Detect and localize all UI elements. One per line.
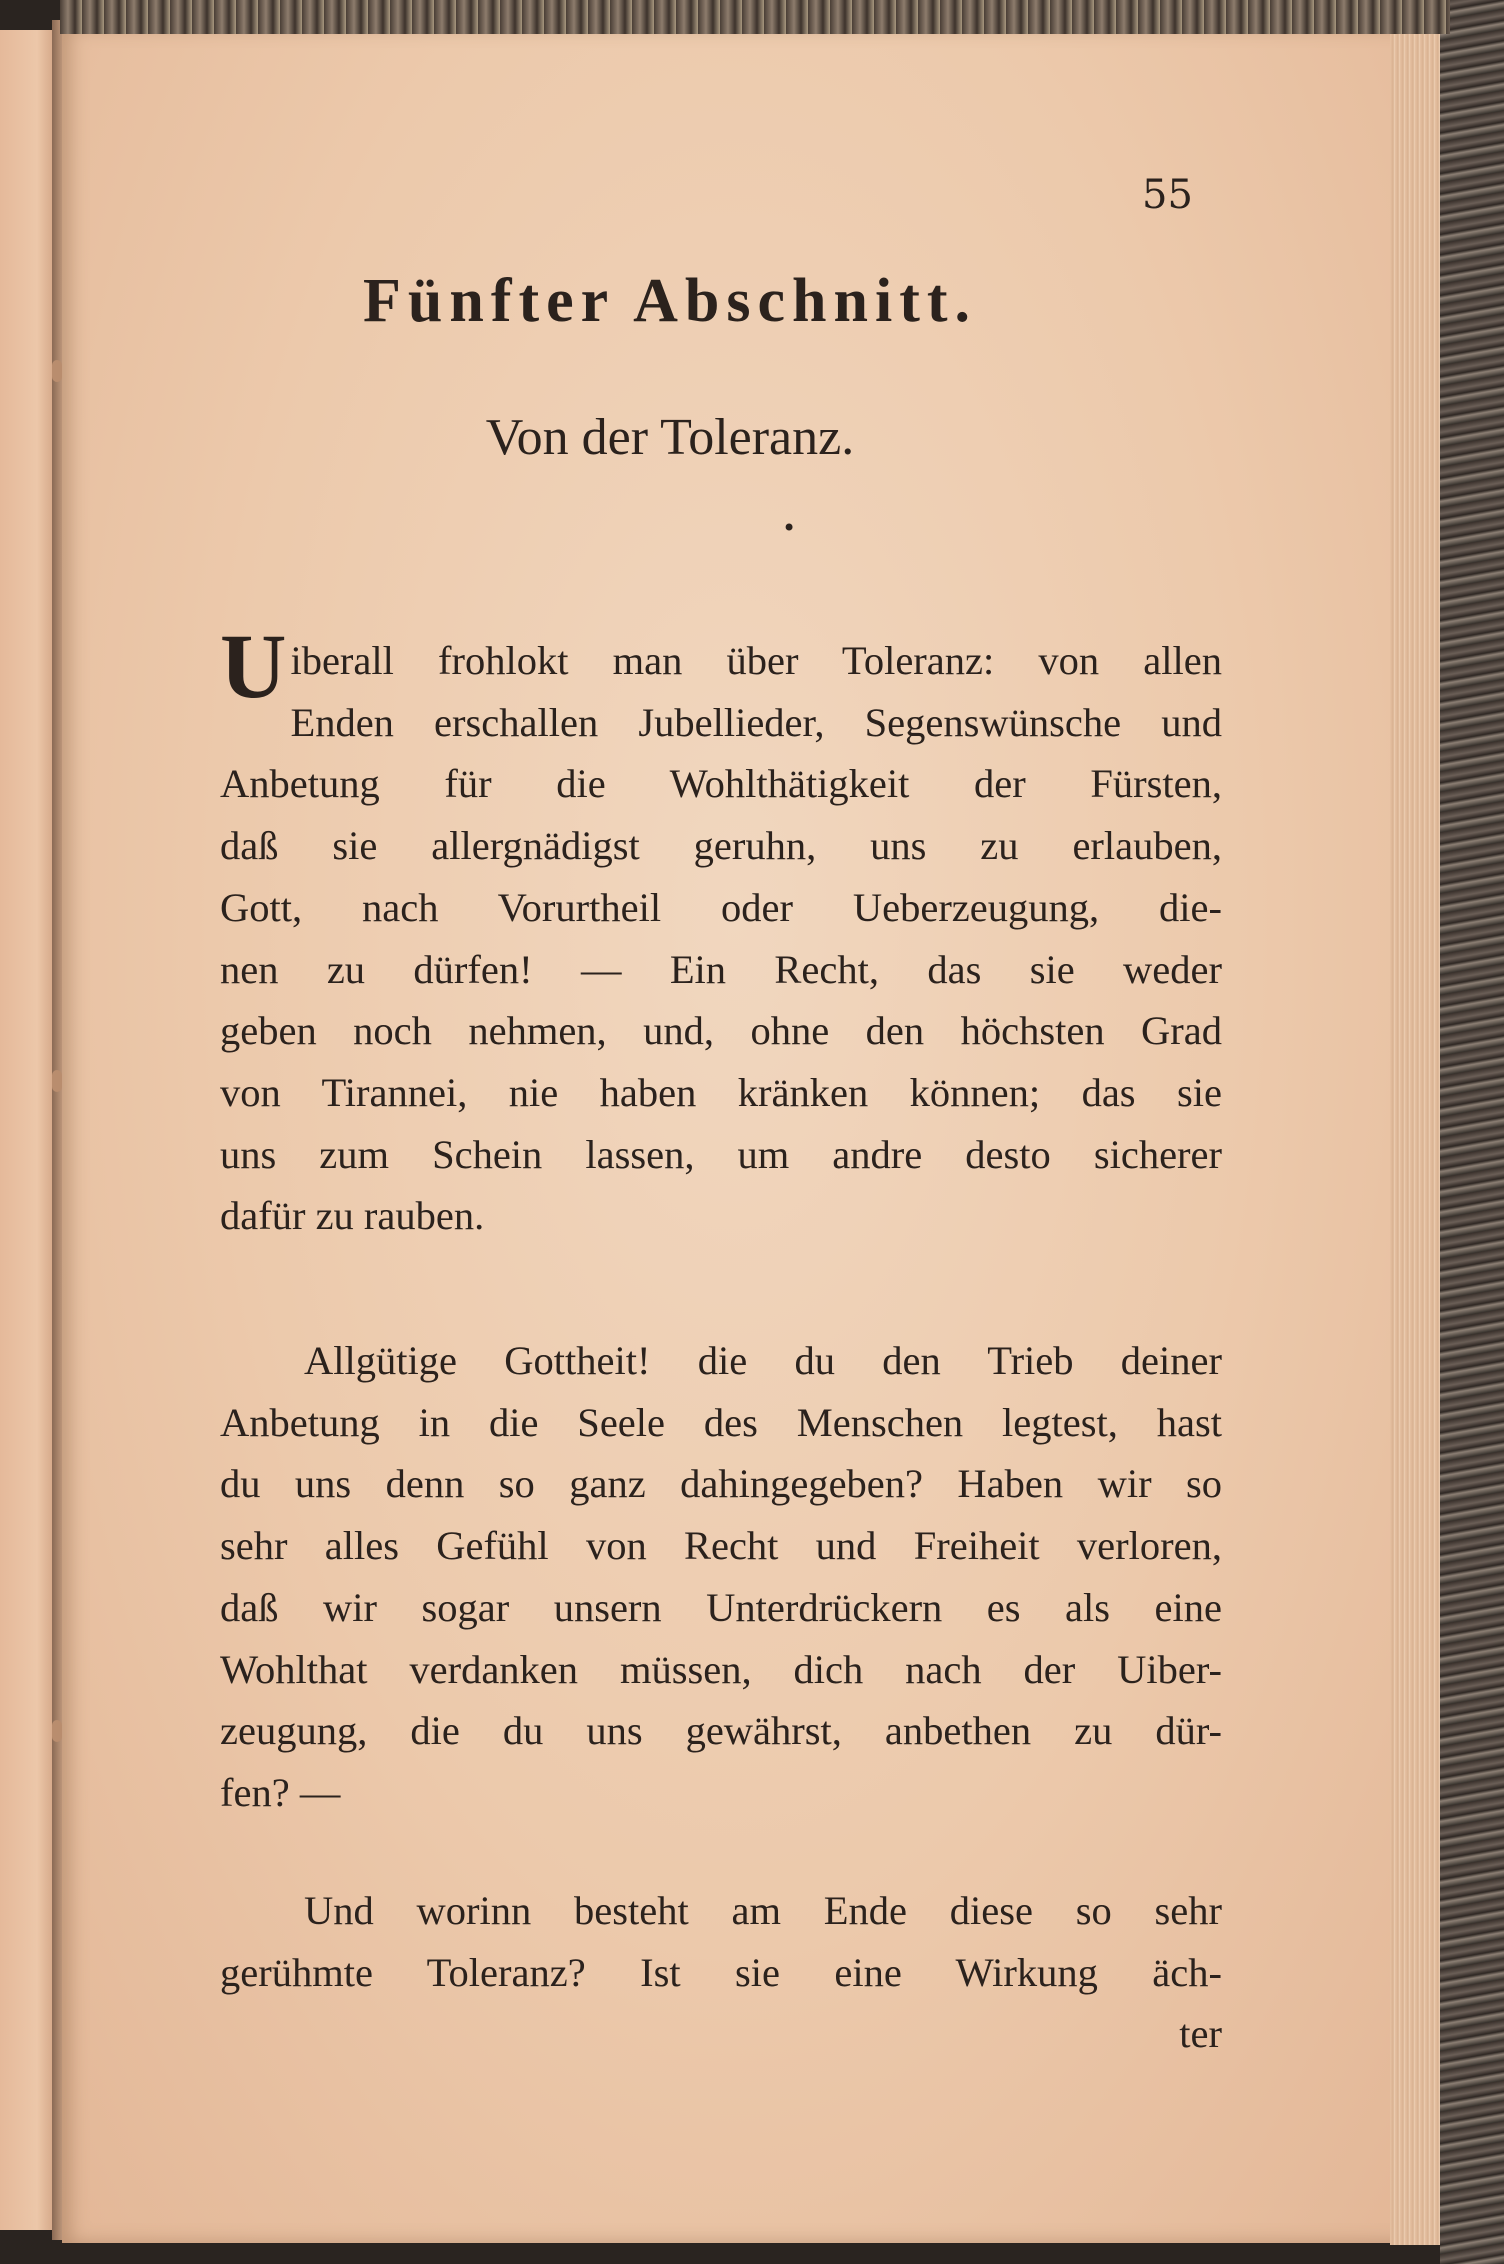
text-line: sehr alles Gefühl von Recht und Freiheit verloren,: [220, 1523, 1222, 1569]
catchword: ter: [1179, 2011, 1222, 2057]
text-line: von Tirannei, nie haben kränken können; das sie: [220, 1069, 1222, 1115]
chapter-subtitle: Von der Toleranz.: [485, 409, 855, 466]
ornament-mark: •: [782, 514, 797, 542]
paragraph-1: [220, 615, 1222, 1247]
text-line: geben noch nehmen, und, ohne den höchsten Grad: [220, 1008, 1222, 1054]
text-line: du uns denn so ganz dahingegeben? Haben wir so: [220, 1461, 1222, 1507]
text-line: Enden erschallen Jubellieder, Segenswünsche und: [290, 699, 1222, 745]
text-line: Anbetung für die Wohlthätigkeit der Fürsten,: [220, 761, 1222, 807]
text-line: daß sie allergnädigst geruhn, uns zu erlauben,: [220, 823, 1222, 869]
text-line: gerühmte Toleranz? Ist sie eine Wirkung äch-: [220, 1949, 1222, 1995]
binding-stitch: [52, 1070, 62, 1092]
binding-stitch: [52, 1720, 62, 1742]
paragraph-3: [220, 1880, 1222, 2065]
page-edges: [1390, 30, 1445, 2245]
text-line: daß wir sogar unsern Unterdrückern es als eine: [220, 1584, 1222, 1630]
binding-stitch: [52, 360, 62, 382]
text-line: uns zum Schein lassen, um andre desto sicherer: [220, 1131, 1222, 1177]
text-line: Anbetung in die Seele des Menschen legtest, hast: [220, 1399, 1222, 1445]
text-line: Und worinn besteht am Ende diese so sehr: [304, 1888, 1222, 1933]
chapter-title: Fünfter Abschnitt.: [362, 267, 977, 335]
text-line: Gott, nach Vorurtheil oder Ueberzeugung, die-: [220, 884, 1222, 930]
drop-cap: U: [220, 615, 287, 717]
text-line: fen? —: [220, 1769, 341, 1815]
text-line: nen zu dürfen! — Ein Recht, das sie weder: [220, 946, 1222, 992]
text-line: dafür zu rauben.: [220, 1193, 485, 1239]
book-cover-edge: [1440, 0, 1504, 2264]
text-line: iberall frohlokt man über Toleranz: von allen: [290, 638, 1222, 683]
text-line: zeugung, die du uns gewährst, anbethen zu dür-: [220, 1708, 1222, 1754]
page-number: 55: [1142, 172, 1193, 218]
paragraph-2: [220, 1330, 1222, 1824]
page-text: [140, 0, 1222, 2264]
text-line: Allgütige Gottheit! die du den Trieb deiner: [304, 1338, 1222, 1383]
text-line: Wohlthat verdanken müssen, dich nach der Uiber-: [220, 1646, 1222, 1692]
